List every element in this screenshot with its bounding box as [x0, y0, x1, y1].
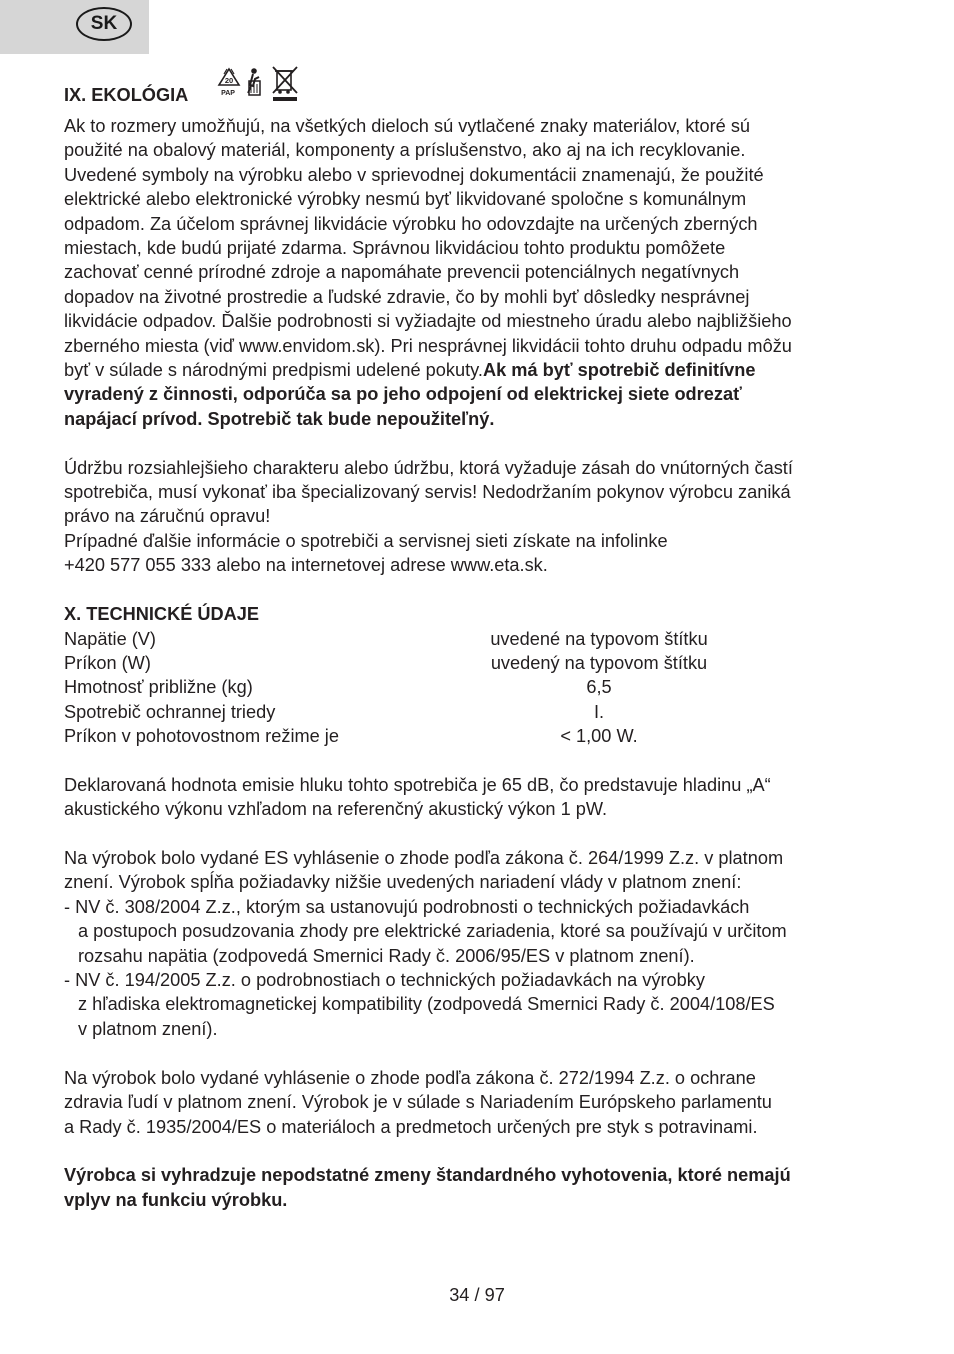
declaration2-line: a Rady č. 1935/2004/ES o materiáloch a predmetoch určených pre styk s potravinami. — [64, 1116, 758, 1137]
ecology-line: likvidácie odpadov. Ďalšie podrobnosti si vyžiadajte od miestneho úradu alebo najbližšieho — [64, 311, 792, 332]
maintenance-line: právo na záručnú opravu! — [64, 506, 271, 527]
spec-row — [64, 724, 894, 748]
spec-label: Spotrebič ochrannej triedy — [64, 701, 276, 722]
declaration-line: - NV č. 308/2004 Z.z., ktorým sa ustanovujú podrobnosti o technických požiadavkách — [64, 896, 750, 917]
crossed-bin-icon — [273, 67, 297, 101]
declaration-line: z hľadiska elektromagnetickej kompatibility (zodpovedá Smernici Rady č. 2004/108/ES — [78, 994, 775, 1015]
ecology-line: miestach, kde budú prijaté zdarma. Správnou likvidáciou tohto produktu pomôžete — [64, 238, 726, 259]
declaration2-line: Na výrobok bolo vydané vyhlásenie o zhode podľa zákona č. 272/1994 Z.z. o ochrane — [64, 1067, 756, 1088]
ecology-line: Ak to rozmery umožňujú, na všetkých dieloch sú vytlačené znaky materiálov, ktoré sú — [64, 116, 751, 136]
technical-specs-table — [64, 627, 894, 749]
manufacturer-note-line: vplyv na funkciu výrobku. — [64, 1189, 288, 1210]
ecology-line: dopadov na životné prostredie a ľudské zdravie, čo by mohli byť dôsledky nesprávnej — [64, 286, 750, 307]
svg-text:20: 20 — [224, 76, 234, 85]
declaration-line: rozsahu napätia (zodpovedá Smernici Rady č. 2006/95/ES v platnom znení). — [78, 945, 695, 966]
ecology-bold-line: vyradený z činnosti, odporúča sa po jeho odpojení od elektrickej siete odrezať — [64, 384, 742, 405]
ecology-symbols — [215, 65, 307, 105]
noise-line: Deklarovaná hodnota emisie hluku tohto spotrebiča je 65 dB, čo predstavuje hladinu „A“ — [64, 774, 771, 795]
ecology-line: použité na obalový materiál, komponenty a príslušenstvo, ako aj na ich recyklovanie. — [64, 140, 746, 161]
spec-row — [64, 675, 894, 699]
declaration-line: v platnom znení). — [78, 1018, 218, 1039]
svg-text:PAP: PAP — [221, 90, 235, 97]
ecology-line: odpadom. Za účelom správnej likvidácie výrobku ho odovzdajte na určených zberných — [64, 213, 758, 234]
ecology-section-header — [64, 76, 894, 114]
spec-value: < 1,00 W. — [560, 726, 638, 747]
ecology-line-mixed — [64, 358, 894, 382]
spec-row — [64, 651, 894, 675]
page-number: 34 / 97 — [449, 1285, 505, 1305]
ecology-bold-line: napájací prívod. Spotrebič tak bude nepoužiteľný. — [64, 408, 495, 429]
ecology-line: zberného miesta (viď www.envidom.sk). Pri nesprávnej likvidácii tohto druhu odpadu môžu — [64, 335, 792, 356]
ecology-line: Uvedené symboly na výrobku alebo v sprievodnej dokumentácii znamenajú, že použité — [64, 164, 764, 185]
ecology-line: zachovať cenné prírodné zdroje a napomáhate prevencii potenciálnych negatívnych — [64, 262, 740, 283]
maintenance-line: +420 577 055 333 alebo na internetovej adrese www.eta.sk. — [64, 555, 548, 576]
declaration-line: - NV č. 194/2005 Z.z. o podrobnostiach o technických požiadavkách na výrobky — [64, 970, 705, 991]
ecology-heading: IX. EKOLÓGIA — [64, 85, 189, 105]
language-badge: SK — [76, 7, 132, 41]
noise-line: akustického výkonu vzhľadom na referenčný akustický výkon 1 pW. — [64, 799, 608, 820]
declaration2-line: zdravia ľudí v platnom znení. Výrobok je v súlade s Nariadením Európskeho parlamentu — [64, 1092, 772, 1113]
spec-value: uvedený na typovom štítku — [490, 652, 708, 673]
spec-label: Príkon v pohotovostnom režime je — [64, 726, 339, 747]
spec-row — [64, 700, 894, 724]
document-body — [64, 76, 894, 1212]
declaration-line: Na výrobok bolo vydané ES vyhlásenie o zhode podľa zákona č. 264/1999 Z.z. v platnom — [64, 848, 784, 869]
declaration-line: znení. Výrobok spĺňa požiadavky nižšie uvedených nariadení vlády v platnom znení: — [64, 872, 742, 893]
spec-label: Príkon (W) — [64, 652, 151, 673]
declaration-line: a postupoch posudzovania zhody pre elektrické zariadenia, ktoré sa používajú v určitom — [78, 921, 787, 942]
spec-row — [64, 627, 894, 651]
maintenance-line: Prípadné ďalšie informácie o spotrebiči a servisnej sieti získate na infolinke — [64, 530, 668, 551]
spec-value: I. — [593, 701, 605, 722]
spec-label: Hmotnosť približne (kg) — [64, 677, 253, 698]
maintenance-line: Údržbu rozsiahlejšieho charakteru alebo údržbu, ktorá vyžaduje zásah do vnútorných častí — [64, 457, 793, 478]
spec-value: uvedené na typovom štítku — [490, 628, 708, 649]
manufacturer-note-line: Výrobca si vyhradzuje nepodstatné zmeny štandardného vyhotovenia, ktoré nemajú — [64, 1165, 791, 1186]
language-tab — [0, 0, 149, 54]
maintenance-line: spotrebiča, musí vykonať iba špecializovaný servis! Nedodržaním pokynov výrobcu zaniká — [64, 482, 791, 503]
ecology-line: elektrické alebo elektronické výrobky nesmú byť likvidované spoločne s komunálnym — [64, 189, 747, 210]
tidy-man-bin-icon — [248, 68, 260, 95]
ecology-line-plain: byť v súlade s národnými predpismi udelené pokuty. — [64, 360, 483, 381]
recycling-20-pap-icon — [219, 69, 239, 97]
spec-value: 6,5 — [586, 677, 612, 698]
technical-heading: X. TECHNICKÉ ÚDAJE — [64, 604, 260, 625]
spec-label: Napätie (V) — [64, 628, 156, 649]
ecology-line-bold: Ak má byť spotrebič definitívne — [482, 360, 756, 381]
